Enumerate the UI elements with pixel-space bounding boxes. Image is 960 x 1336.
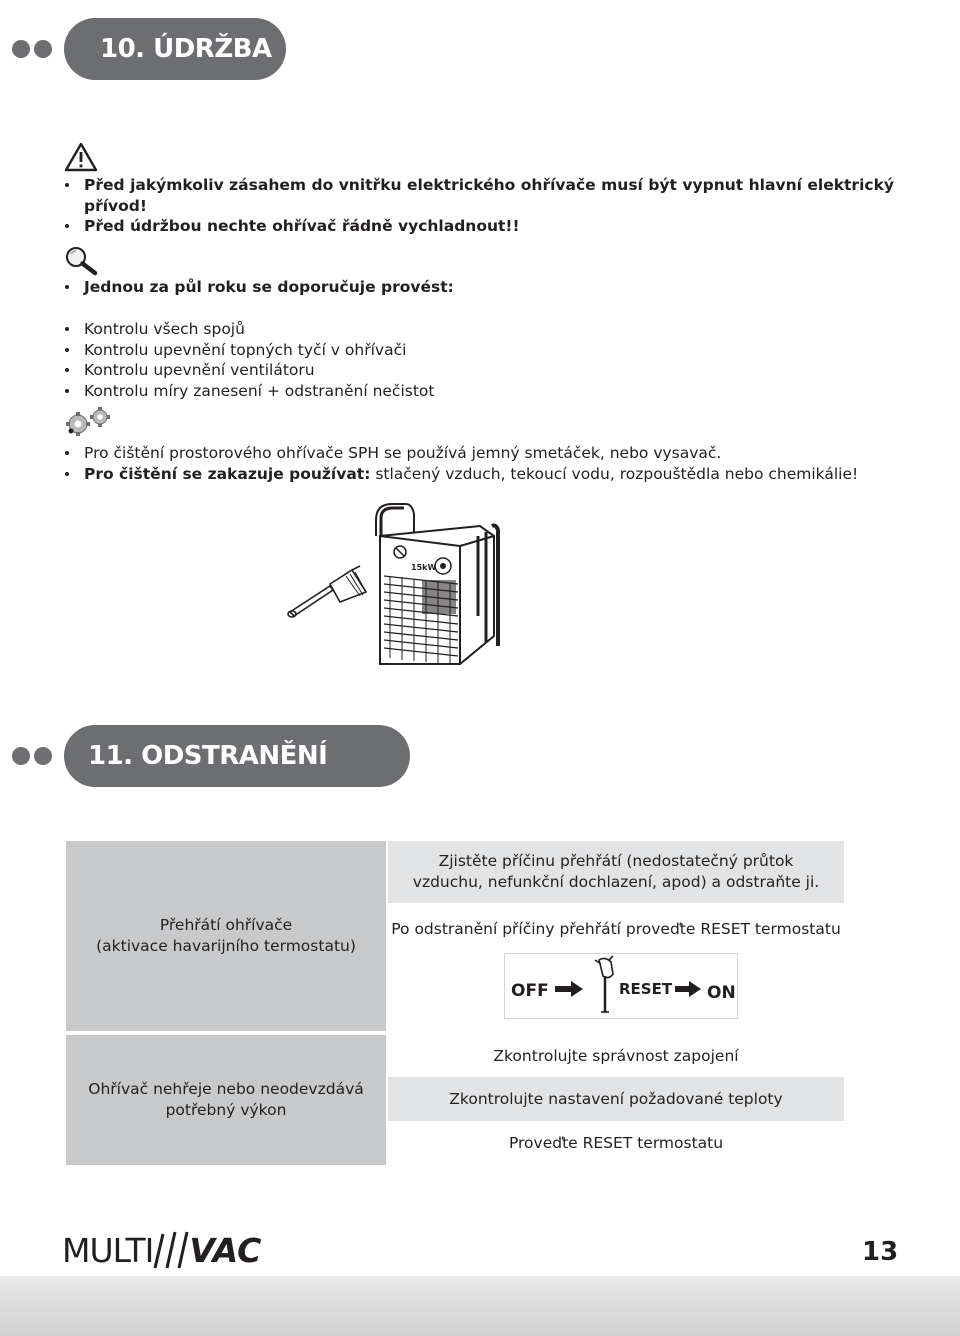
hand-press-icon — [595, 956, 613, 1012]
gears-icon — [64, 406, 112, 440]
inspection-list — [60, 319, 434, 401]
magnifier-icon — [64, 246, 100, 276]
problem-text: Ohřívač nehřeje nebo neodevzdává — [88, 1080, 364, 1098]
solution-cell — [388, 1121, 844, 1165]
cleaning-list — [60, 443, 858, 484]
reset-label: RESET — [619, 980, 673, 998]
solution-text: Proveďte RESET termostatu — [508, 1133, 724, 1152]
brand-slash-icon — [153, 1230, 189, 1270]
inspection-item: Kontrolu upevnění topných tyčí v ohřívači — [60, 340, 434, 361]
forbidden-label: Pro čištění se zakazuje používat: — [84, 464, 371, 483]
warning-list — [60, 175, 894, 237]
brand-text-right: VAC — [189, 1231, 262, 1270]
solution-cell — [388, 841, 844, 905]
warning-item: Před jakýmkoliv zásahem do vnitřku elektrického ohřívače musí být vypnut hlavní elektrický přívod! — [60, 175, 894, 216]
inspection-item: Kontrolu míry zanesení + odstranění nečistot — [60, 381, 434, 402]
solution-text: Po odstranění příčiny přehřátí proveďte RESET termostatu — [391, 920, 841, 938]
solution-text: Zjistěte příčinu přehřátí (nedostatečný průtok vzduchu, nefunkční dochlazení, apod) a odstraňte ji. — [412, 852, 820, 891]
solution-cell — [388, 1077, 844, 1121]
solution-text: Zkontrolujte nastavení požadované teploty — [449, 1089, 783, 1108]
brand-text-left: MULTI — [62, 1231, 154, 1270]
heater-power-label: 15kW — [411, 563, 437, 572]
inspection-heading-list — [60, 277, 454, 298]
reset-sequence-graphic — [505, 954, 737, 1018]
arrow-right-icon — [675, 981, 701, 997]
inspection-item: Kontrolu všech spojů — [60, 319, 434, 340]
reset-diagram — [504, 953, 738, 1019]
warning-triangle-icon — [64, 142, 98, 172]
problem-cell-overheating — [66, 841, 388, 1033]
cleaning-item: Pro čištění prostorového ohřívače SPH se používá jemný smetáček, nebo vysavač. — [60, 443, 858, 464]
brand-logo — [62, 1230, 261, 1270]
problem-subtext: potřebný výkon — [165, 1101, 287, 1119]
brush-icon — [288, 566, 366, 617]
solution-cell — [388, 1035, 844, 1077]
solution-text: Zkontrolujte správnost zapojení — [493, 1046, 739, 1065]
off-label: OFF — [511, 981, 549, 1001]
cleaning-item-forbidden — [60, 464, 858, 485]
section-10-title: 10. ÚDRŽBA — [64, 18, 286, 80]
on-label: ON — [707, 983, 736, 1003]
problem-subtext: (aktivace havarijního termostatu) — [96, 937, 356, 955]
footer-bar — [0, 1276, 960, 1336]
inspection-item: Kontrolu upevnění ventilátoru — [60, 360, 434, 381]
warning-item: Před údržbou nechte ohřívač řádně vychladnout!! — [60, 216, 894, 237]
inspection-heading: Jednou za půl roku se doporučuje provést: — [60, 277, 454, 298]
header-dots-icon — [12, 747, 58, 767]
problem-text: Přehřátí ohřívače — [159, 916, 293, 934]
forbidden-text: stlačený vzduch, tekoucí vodu, rozpouštědla nebo chemikálie! — [370, 464, 859, 483]
header-dots-icon — [12, 40, 58, 60]
page-number: 13 — [862, 1237, 899, 1267]
section-11-title: 11. ODSTRANĚNÍ ZÁVAD — [64, 725, 410, 787]
arrow-right-icon — [555, 981, 583, 997]
heater-brush-illustration — [280, 496, 520, 686]
problem-cell-no-heat — [66, 1035, 388, 1165]
